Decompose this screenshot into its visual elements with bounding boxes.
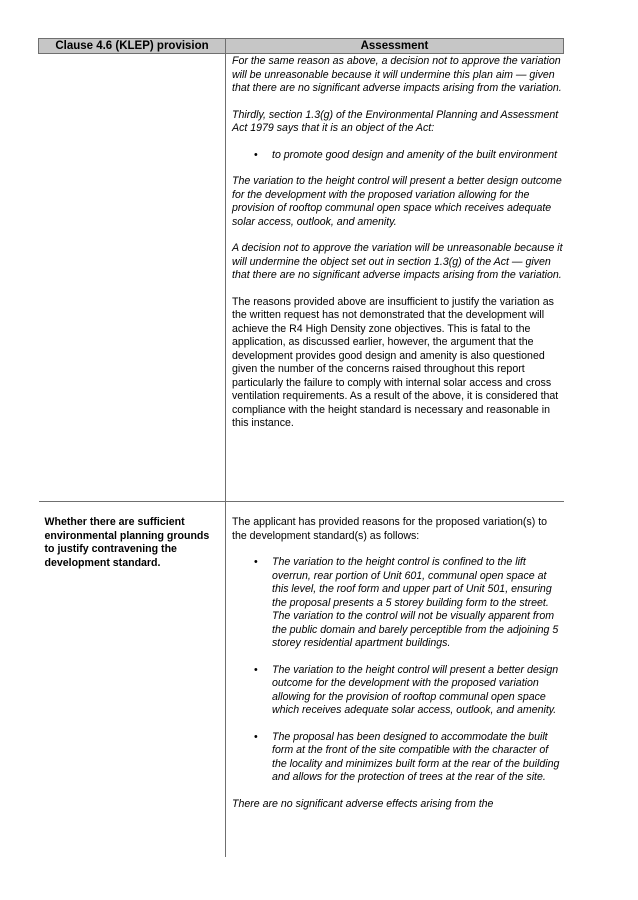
assessment-paragraph: For the same reason as above, a decision not to approve the variation will be unreasonable because it will undermine this plan aim — given that there are no significant adverse impacts arising from the variation. [232, 55, 562, 94]
assessment-table [38, 38, 564, 857]
bullet-icon: • [254, 663, 258, 676]
table-row [39, 502, 564, 858]
assessment-paragraph: The variation to the height control will present a better design outcome for the development with the proposed variation allowing for the provision of rooftop communal open space which receives adequate solar access, outlook, and amenity. [232, 175, 562, 228]
list-item [232, 556, 564, 651]
provision-heading: Whether there are sufficient environmental planning grounds to justify contravening the development standard. [44, 516, 210, 569]
list-item-text: The variation to the height control will present a better design outcome for the development with the proposed variation allowing for the provision of rooftop communal open space which receives adequate solar access, outlook, and amenity. [272, 663, 559, 716]
bullet-icon: • [254, 148, 258, 161]
bullet-icon: • [254, 730, 258, 743]
table-row [39, 54, 564, 502]
list-item [232, 149, 564, 163]
act-object-list [232, 149, 564, 163]
assessment-conclusion: The reasons provided above are insufficient to justify the variation as the written request has not demonstrated that the development will achieve the R4 High Density zone objectives. This is fatal to the application, as discussed earlier, however, the argument that the development provides good design and amenity is also questioned given the number of the concerns raised throughout this report particularly the failure to comply with internal solar access and cross ventilation requirements. As a result of the above, it is considered that compliance with the height standard is necessary and reasonable in this instance. [232, 295, 559, 429]
row2-provision-cell [39, 502, 226, 858]
list-item-text: The proposal has been designed to accommodate the built form at the front of the site compatible with the character of the locality and minimizes built form at the rear of the building and allows for the protection of trees at the rear of the site. [272, 730, 560, 783]
assessment-paragraph: Thirdly, section 1.3(g) of the Environmental Planning and Assessment Act 1979 says that it is an object of the Act: [232, 108, 559, 134]
row2-assessment-cell [226, 502, 564, 858]
list-item-text: to promote good design and amenity of the built environment [272, 148, 558, 161]
bullet-icon: • [254, 556, 258, 568]
applicant-reasons-list [232, 556, 564, 785]
row1-provision-cell [39, 54, 226, 502]
assessment-closing: There are no significant adverse effects arising from the [232, 797, 494, 810]
header-provision: Clause 4.6 (KLEP) provision [39, 39, 226, 54]
list-item [232, 731, 564, 785]
list-item-text: The variation to the height control is confined to the lift overrun, rear portion of Unit 601, communal open space at this level, the roof form and upper part of Unit 501, ensuring the proposal presents a 5 storey building form to the street. The variation to the control will not be visually apparent from the public domain and barely perceptible from the adjoining 5 storey residential apartment buildings. [272, 556, 559, 649]
list-item [232, 664, 564, 718]
assessment-intro: The applicant has provided reasons for the proposed variation(s) to the development standard(s) as follows: [232, 516, 548, 542]
header-assessment: Assessment [226, 39, 564, 54]
assessment-paragraph: A decision not to approve the variation will be unreasonable because it will undermine the object set out in section 1.3(g) of the Act — given that there are no significant adverse impacts arising from the variation. [232, 242, 563, 281]
row1-assessment-cell [226, 54, 564, 502]
table-header-row [39, 39, 564, 54]
